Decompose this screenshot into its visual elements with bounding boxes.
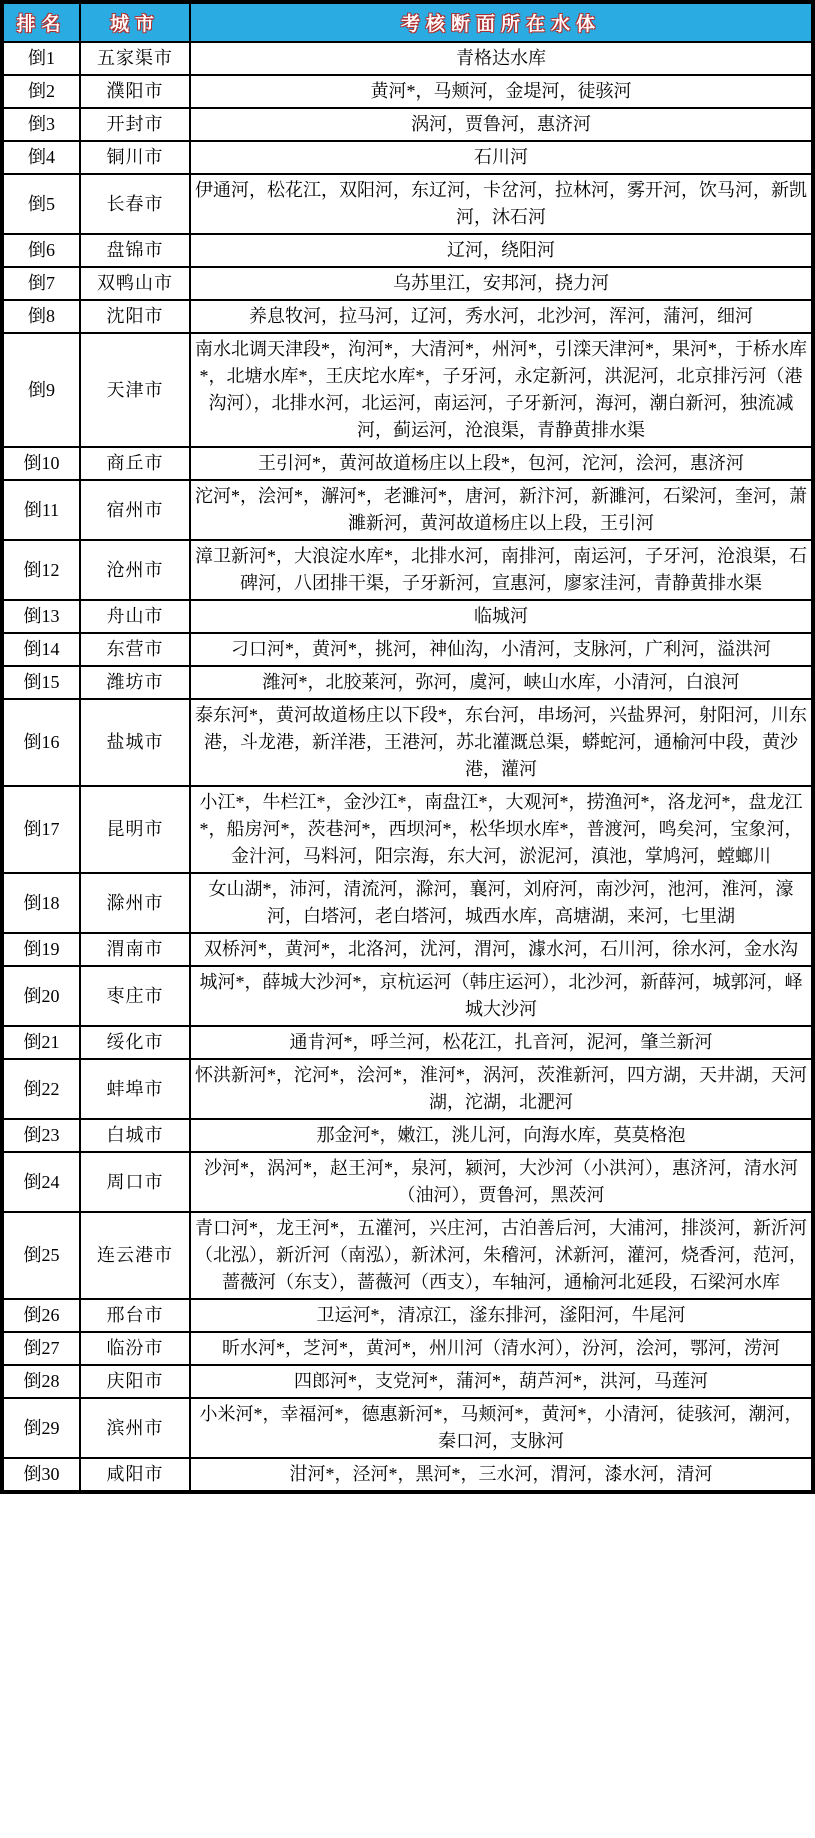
- rank-cell: 倒2: [2, 75, 80, 108]
- table-body: [2, 42, 813, 1492]
- rank-cell: 倒4: [2, 141, 80, 174]
- water-cell: 刁口河*，黄河*，挑河，神仙沟，小清河，支脉河，广利河，溢洪河: [190, 633, 813, 666]
- water-cell: 通肯河*，呼兰河，松花江，扎音河，泥河，肇兰新河: [190, 1026, 813, 1059]
- water-cell: 养息牧河，拉马河，辽河，秀水河，北沙河，浑河，蒲河，细河: [190, 300, 813, 333]
- city-cell: 双鸭山市: [80, 267, 190, 300]
- table-row: [2, 1299, 813, 1332]
- water-cell: 临城河: [190, 600, 813, 633]
- rank-cell: 倒26: [2, 1299, 80, 1332]
- rank-cell: 倒23: [2, 1119, 80, 1152]
- table-row: [2, 480, 813, 540]
- table-row: [2, 873, 813, 933]
- rank-cell: 倒27: [2, 1332, 80, 1365]
- rank-cell: 倒16: [2, 699, 80, 786]
- table-row: [2, 75, 813, 108]
- water-cell: 石川河: [190, 141, 813, 174]
- rank-cell: 倒9: [2, 333, 80, 447]
- water-cell: 怀洪新河*，沱河*，浍河*，淮河*，涡河，茨淮新河，四方湖，天井湖，天河湖，沱湖，北淝河: [190, 1059, 813, 1119]
- city-cell: 潍坊市: [80, 666, 190, 699]
- table-row: [2, 1365, 813, 1398]
- table-row: [2, 540, 813, 600]
- rank-cell: 倒21: [2, 1026, 80, 1059]
- rank-cell: 倒29: [2, 1398, 80, 1458]
- rank-cell: 倒6: [2, 234, 80, 267]
- table-row: [2, 108, 813, 141]
- water-cell: 那金河*，嫩江，洮儿河，向海水库，莫莫格泡: [190, 1119, 813, 1152]
- rank-cell: 倒14: [2, 633, 80, 666]
- water-cell: 辽河，绕阳河: [190, 234, 813, 267]
- water-cell: 四郎河*，支党河*，蒲河*，葫芦河*，洪河，马莲河: [190, 1365, 813, 1398]
- table-row: [2, 333, 813, 447]
- city-cell: 沧州市: [80, 540, 190, 600]
- table-row: [2, 1152, 813, 1212]
- table-row: [2, 1059, 813, 1119]
- water-cell: 王引河*，黄河故道杨庄以上段*，包河，沱河，浍河，惠济河: [190, 447, 813, 480]
- city-cell: 咸阳市: [80, 1458, 190, 1492]
- city-cell: 临汾市: [80, 1332, 190, 1365]
- table-row: [2, 699, 813, 786]
- table-row: [2, 300, 813, 333]
- table-row: [2, 174, 813, 234]
- rank-cell: 倒18: [2, 873, 80, 933]
- water-cell: 女山湖*，沛河，清流河，滁河，襄河，刘府河，南沙河，池河，淮河，濠河，白塔河，老白塔河，城西水库，高塘湖，来河，七里湖: [190, 873, 813, 933]
- water-cell: 卫运河*，清凉江，滏东排河，滏阳河，牛尾河: [190, 1299, 813, 1332]
- table-row: [2, 1398, 813, 1458]
- city-cell: 沈阳市: [80, 300, 190, 333]
- city-cell: 枣庄市: [80, 966, 190, 1026]
- city-cell: 濮阳市: [80, 75, 190, 108]
- city-cell: 滨州市: [80, 1398, 190, 1458]
- rank-cell: 倒24: [2, 1152, 80, 1212]
- header-city: 城市: [80, 2, 190, 42]
- rank-cell: 倒5: [2, 174, 80, 234]
- city-cell: 长春市: [80, 174, 190, 234]
- table-row: [2, 447, 813, 480]
- city-cell: 五家渠市: [80, 42, 190, 75]
- water-cell: 双桥河*，黄河*，北洛河，沋河，渭河，澽水河，石川河，徐水河，金水沟: [190, 933, 813, 966]
- table-row: [2, 234, 813, 267]
- city-cell: 铜川市: [80, 141, 190, 174]
- water-cell: 南水北调天津段*，泃河*，大清河*，州河*，引滦天津河*，果河*，于桥水库*，北塘水库*，王庆坨水库*，子牙河，永定新河，洪泥河，北京排污河（港沟河），北排水河，北运河，南运河，子牙新河，海河，潮白新河，独流减河，蓟运河，沧浪渠，青静黄排水渠: [190, 333, 813, 447]
- rank-cell: 倒7: [2, 267, 80, 300]
- city-cell: 东营市: [80, 633, 190, 666]
- city-cell: 周口市: [80, 1152, 190, 1212]
- rank-cell: 倒12: [2, 540, 80, 600]
- table-row: [2, 1332, 813, 1365]
- city-cell: 白城市: [80, 1119, 190, 1152]
- header-rank: 排名: [2, 2, 80, 42]
- table-row: [2, 42, 813, 75]
- water-cell: 城河*，薛城大沙河*，京杭运河（韩庄运河），北沙河，新薛河，城郭河，峄城大沙河: [190, 966, 813, 1026]
- rank-cell: 倒28: [2, 1365, 80, 1398]
- water-cell: 小米河*，幸福河*，德惠新河*，马颊河*，黄河*，小清河，徒骇河，潮河，秦口河，支脉河: [190, 1398, 813, 1458]
- rank-cell: 倒11: [2, 480, 80, 540]
- table-row: [2, 1212, 813, 1299]
- table-row: [2, 786, 813, 873]
- city-cell: 绥化市: [80, 1026, 190, 1059]
- table-row: [2, 933, 813, 966]
- table-row: [2, 1458, 813, 1492]
- rank-cell: 倒30: [2, 1458, 80, 1492]
- rank-cell: 倒17: [2, 786, 80, 873]
- water-cell: 沱河*，浍河*，澥河*，老濉河*，唐河，新汴河，新濉河，石梁河，奎河，萧濉新河，黄河故道杨庄以上段，王引河: [190, 480, 813, 540]
- city-cell: 开封市: [80, 108, 190, 141]
- city-cell: 天津市: [80, 333, 190, 447]
- city-cell: 滁州市: [80, 873, 190, 933]
- city-cell: 商丘市: [80, 447, 190, 480]
- city-cell: 蚌埠市: [80, 1059, 190, 1119]
- water-cell: 漳卫新河*，大浪淀水库*，北排水河，南排河，南运河，子牙河，沧浪渠，石碑河，八团排干渠，子牙新河，宣惠河，廖家洼河，青静黄排水渠: [190, 540, 813, 600]
- city-cell: 邢台市: [80, 1299, 190, 1332]
- table-row: [2, 633, 813, 666]
- water-cell: 泰东河*，黄河故道杨庄以下段*，东台河，串场河，兴盐界河，射阳河，川东港，斗龙港，新洋港，王港河，苏北灌溉总渠，蟒蛇河，通榆河中段，黄沙港，灌河: [190, 699, 813, 786]
- city-cell: 昆明市: [80, 786, 190, 873]
- water-cell: 乌苏里江，安邦河，挠力河: [190, 267, 813, 300]
- header-water-body: 考核断面所在水体: [190, 2, 813, 42]
- water-cell: 潍河*，北胶莱河，弥河，虞河，峡山水库，小清河，白浪河: [190, 666, 813, 699]
- rank-cell: 倒3: [2, 108, 80, 141]
- city-cell: 渭南市: [80, 933, 190, 966]
- rank-cell: 倒22: [2, 1059, 80, 1119]
- rank-cell: 倒8: [2, 300, 80, 333]
- water-cell: 黄河*，马颊河，金堤河，徒骇河: [190, 75, 813, 108]
- rank-cell: 倒15: [2, 666, 80, 699]
- rank-cell: 倒10: [2, 447, 80, 480]
- city-cell: 盘锦市: [80, 234, 190, 267]
- water-cell: 沙河*，涡河*，赵王河*，泉河，颍河，大沙河（小洪河），惠济河，清水河（油河），贾鲁河，黑茨河: [190, 1152, 813, 1212]
- rank-cell: 倒20: [2, 966, 80, 1026]
- rank-cell: 倒1: [2, 42, 80, 75]
- rank-cell: 倒19: [2, 933, 80, 966]
- table-row: [2, 141, 813, 174]
- water-cell: 涡河，贾鲁河，惠济河: [190, 108, 813, 141]
- water-cell: 小江*，牛栏江*，金沙江*，南盘江*，大观河*，捞渔河*，洛龙河*，盘龙江*，船房河*，茨巷河*，西坝河*，松华坝水库*，普渡河，鸣矣河，宝象河，金汁河，马料河，阳宗海，东大河，淤泥河，滇池，掌鸠河，螳螂川: [190, 786, 813, 873]
- table-row: [2, 966, 813, 1026]
- table-row: [2, 666, 813, 699]
- water-cell: 青格达水库: [190, 42, 813, 75]
- city-cell: 庆阳市: [80, 1365, 190, 1398]
- city-cell: 宿州市: [80, 480, 190, 540]
- water-cell: 伊通河，松花江，双阳河，东辽河，卡岔河，拉林河，雾开河，饮马河，新凯河，沐石河: [190, 174, 813, 234]
- city-cell: 盐城市: [80, 699, 190, 786]
- table-row: [2, 267, 813, 300]
- city-cell: 舟山市: [80, 600, 190, 633]
- city-cell: 连云港市: [80, 1212, 190, 1299]
- water-cell: 泔河*，泾河*，黑河*，三水河，渭河，漆水河，清河: [190, 1458, 813, 1492]
- table-row: [2, 600, 813, 633]
- table-row: [2, 1119, 813, 1152]
- table-row: [2, 1026, 813, 1059]
- water-cell: 青口河*，龙王河*，五灌河，兴庄河，古泊善后河，大浦河，排淡河，新沂河（北泓），新沂河（南泓），新沭河，朱稽河，沭新河，灌河，烧香河，范河，蔷薇河（东支），蔷薇河（西支），车轴河，通榆河北延段，石梁河水库: [190, 1212, 813, 1299]
- header-row: [2, 2, 813, 42]
- water-cell: 昕水河*，芝河*，黄河*，州川河（清水河），汾河，浍河，鄂河，涝河: [190, 1332, 813, 1365]
- rank-cell: 倒25: [2, 1212, 80, 1299]
- rank-cell: 倒13: [2, 600, 80, 633]
